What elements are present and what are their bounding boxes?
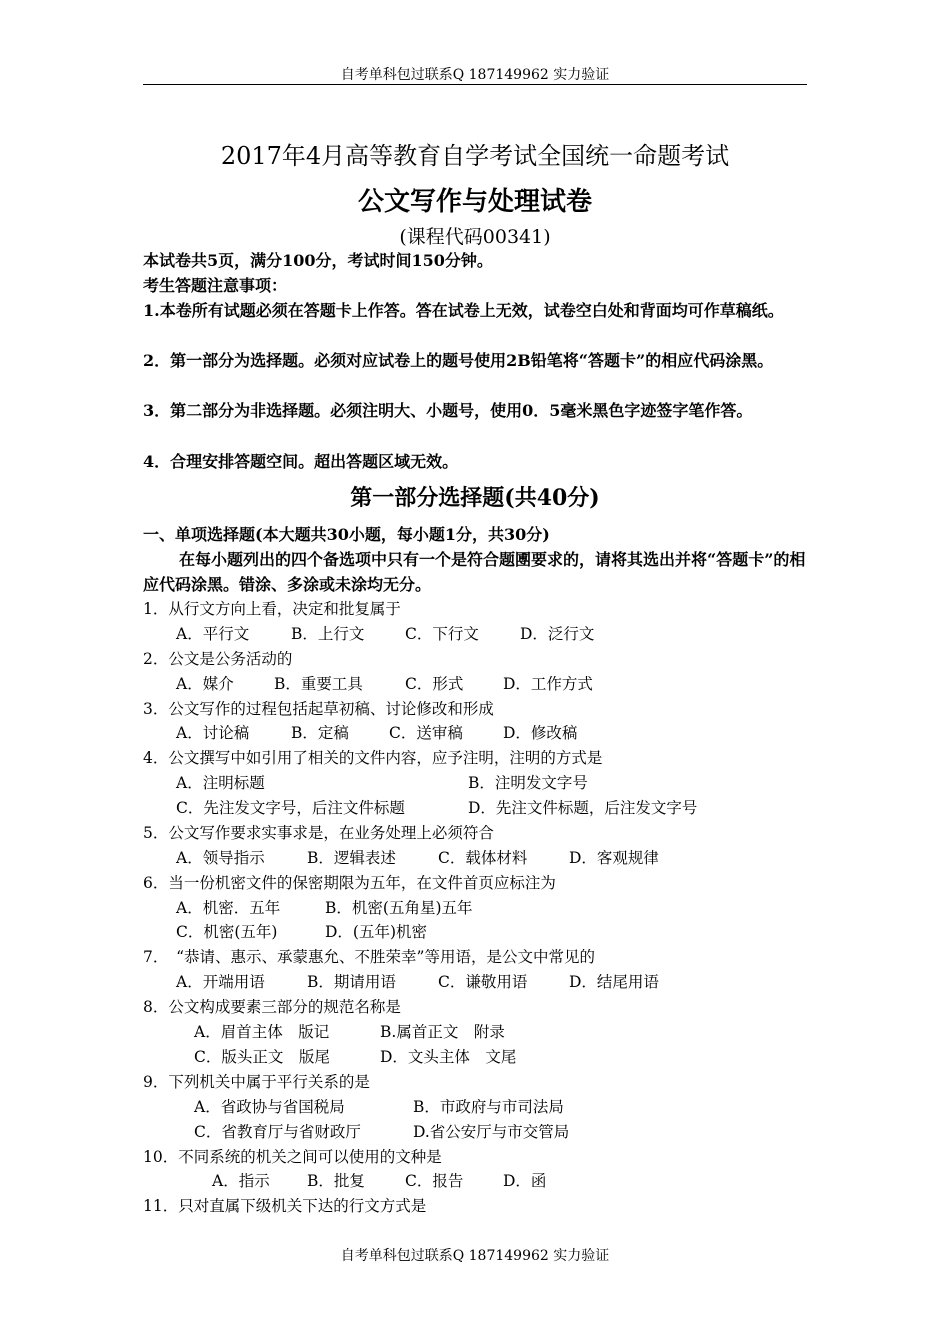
- section1-title: 一、单项选择题(本大题共30小题，每小题1分，共30分): [143, 525, 550, 544]
- question-option: D．结尾用语: [569, 973, 659, 991]
- question-option: A．媒介: [176, 675, 234, 693]
- question-option: B．机密(五角星)五年: [325, 899, 473, 917]
- question-option: A．讨论稿: [176, 724, 250, 742]
- question-option: D．客观规律: [569, 849, 659, 867]
- question-stem: 10．不同系统的机关之间可以使用的文种是: [143, 1148, 442, 1166]
- question-option: A．领导指示: [176, 849, 265, 867]
- question-stem: 7． “恭请、惠示、承蒙惠允、不胜荣幸”等用语，是公文中常见的: [143, 948, 595, 966]
- question-option: D．先注文件标题，后注发文字号: [468, 799, 698, 817]
- question-option: D．函: [503, 1172, 547, 1190]
- question-option: D．(五年)机密: [325, 923, 428, 941]
- question-stem: 4．公文撰写中如引用了相关的文件内容，应予注明，注明的方式是: [143, 749, 603, 767]
- question-option: B．市政府与市司法局: [413, 1098, 564, 1116]
- question-option: A．注明标题: [176, 774, 265, 792]
- paper-title: 公文写作与处理试卷: [357, 187, 592, 217]
- header-divider: [143, 84, 807, 85]
- notice-title: 考生答题注意事项：: [143, 276, 288, 295]
- notice-item: 2．第一部分为选择题。必须对应试卷上的题号使用2B铅笔将“答题卡”的相应代码涂黑。: [143, 351, 774, 370]
- question-option: C．机密(五年): [176, 923, 278, 941]
- question-option: D．文头主体 文尾: [380, 1048, 517, 1066]
- question-option: C．先注发文字号，后注文件标题: [176, 799, 405, 817]
- question-option: D．泛行文: [520, 625, 595, 643]
- question-stem: 11．只对直属下级机关下达的行文方式是: [143, 1197, 427, 1215]
- part1-heading: 第一部分选择题(共40分): [350, 485, 600, 511]
- exam-intro: 本试卷共5页，满分100分，考试时间150分钟。: [143, 251, 493, 270]
- question-option: C．版头正文 版尾: [194, 1048, 330, 1066]
- question-stem: 6．当一份机密文件的保密期限为五年，在文件首页应标注为: [143, 874, 556, 892]
- question-stem: 9．下列机关中属于平行关系的是: [143, 1073, 370, 1091]
- question-option: B．批复: [307, 1172, 365, 1190]
- question-stem: 1．从行文方向上看，决定和批复属于: [143, 600, 401, 618]
- section1-instruction: 在每小题列出的四个备选项中只有一个是符合题圑要求的，请将其选出并将“答题卡”的相应代码涂黑。错涂、多涂或未涂均无分。: [143, 550, 806, 594]
- exam-title: 2017年4月高等教育自学考试全国统一命题考试: [220, 142, 730, 170]
- question-option: A．平行文: [176, 625, 250, 643]
- course-code: (课程代码00341): [399, 226, 551, 248]
- question-stem: 3．公文写作的过程包括起草初稿、讨论修改和形成: [143, 700, 494, 718]
- question-option: D．修改稿: [503, 724, 578, 742]
- notice-item: 3．第二部分为非选择题。必须注明大、小题号，使用0．5毫米黑色字迹签字笔作答。: [143, 401, 753, 420]
- question-option: B．逻辑表述: [307, 849, 396, 867]
- page-footer: 自考单科包过联系Q 187149962 实力验证: [340, 1248, 610, 1264]
- question-option: C．下行文: [405, 625, 479, 643]
- question-stem: 8．公文构成要素三部分的规范名称是: [143, 998, 401, 1016]
- question-option: C．形式: [405, 675, 464, 693]
- question-option: B．期请用语: [307, 973, 396, 991]
- question-option: B.属首正文 附录: [380, 1023, 505, 1041]
- question-option: B．定稿: [291, 724, 349, 742]
- question-option: A．指示: [212, 1172, 270, 1190]
- question-option: D.省公安厅与市交管局: [413, 1123, 570, 1141]
- question-option: B．上行文: [291, 625, 365, 643]
- notice-item: 1.本卷所有试题必须在答题卡上作答。答在试卷上无效，试卷空白处和背面均可作草稿纸。: [143, 301, 784, 320]
- question-option: B．重要工具: [274, 675, 363, 693]
- question-option: A．眉首主体 版记: [194, 1023, 330, 1041]
- question-option: C．载体材料: [438, 849, 528, 867]
- question-option: C．谦敬用语: [438, 973, 528, 991]
- question-stem: 2．公文是公务活动的: [143, 650, 293, 668]
- question-option: C．报告: [405, 1172, 464, 1190]
- question-option: C．省教育厅与省财政厅: [194, 1123, 361, 1141]
- question-option: D．工作方式: [503, 675, 593, 693]
- question-option: A．省政协与省国税局: [194, 1098, 345, 1116]
- question-option: B．注明发文字号: [468, 774, 588, 792]
- question-option: A．开端用语: [176, 973, 265, 991]
- question-option: C．送审稿: [389, 724, 463, 742]
- question-option: A．机密．五年: [176, 899, 281, 917]
- page-header: 自考单科包过联系Q 187149962 实力验证: [340, 67, 610, 83]
- notice-item: 4．合理安排答题空间。超出答题区域无效。: [143, 452, 459, 471]
- question-stem: 5．公文写作要求实事求是，在业务处理上必须符合: [143, 824, 494, 842]
